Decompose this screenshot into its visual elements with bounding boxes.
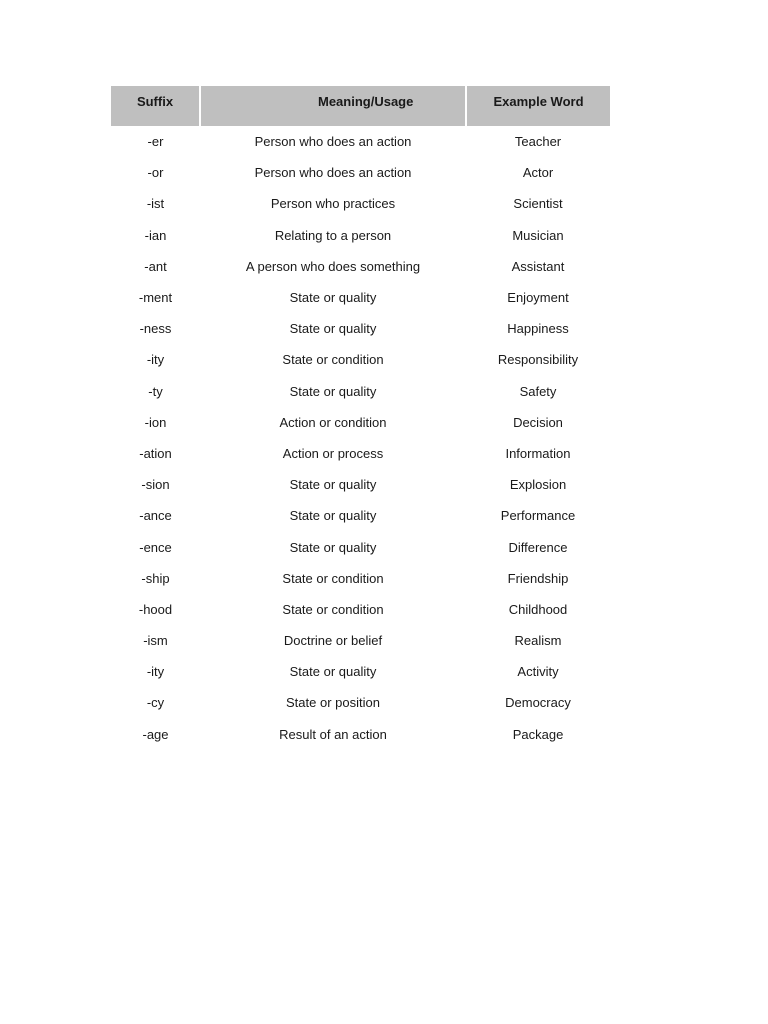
table-row: [111, 126, 610, 157]
example-word-cell: Responsibility: [497, 352, 579, 368]
example-word-cell: Package: [512, 726, 564, 742]
suffix-cell: -ant: [144, 258, 167, 274]
suffix-cell: -age: [142, 726, 169, 742]
meaning-cell: Person who does an action: [254, 165, 412, 181]
suffix-cell: -ion: [144, 414, 167, 430]
suffix-cell: -or: [147, 165, 164, 181]
example-word-cell: Friendship: [507, 570, 569, 586]
example-word-cell: Safety: [519, 383, 557, 399]
example-word-cell: Musician: [512, 227, 564, 243]
suffix-cell: -ty: [148, 383, 163, 399]
example-word-cell: Assistant: [511, 258, 565, 274]
suffix-cell: -hood: [138, 601, 173, 617]
suffix-cell: -ship: [141, 570, 170, 586]
suffix-cell: -cy: [146, 695, 165, 711]
table-row: [111, 719, 610, 750]
header-suffix: Suffix: [111, 86, 200, 126]
table-row: [111, 500, 610, 531]
suffix-cell: -er: [147, 134, 164, 150]
example-word-cell: Actor: [522, 165, 554, 181]
suffix-cell: -ity: [146, 664, 165, 680]
suffix-cell: -ness: [139, 321, 172, 337]
example-word-cell: Democracy: [505, 695, 571, 711]
meaning-cell: State or quality: [289, 664, 377, 680]
example-word-cell: Difference: [508, 539, 568, 555]
table-row: [111, 469, 610, 500]
meaning-cell: State or quality: [289, 539, 377, 555]
suffix-cell: -ist: [146, 196, 165, 212]
example-word-cell: Explosion: [509, 477, 567, 493]
meaning-cell: State or quality: [289, 290, 377, 306]
meaning-cell: Action or process: [282, 445, 384, 461]
table-header: [111, 86, 610, 126]
example-word-cell: Information: [505, 445, 571, 461]
table-row: [111, 282, 610, 313]
meaning-cell: A person who does something: [245, 258, 421, 274]
table-row: [111, 188, 610, 219]
example-word-cell: Performance: [500, 508, 576, 524]
meaning-cell: Result of an action: [279, 726, 387, 742]
meaning-cell: Relating to a person: [274, 227, 392, 243]
meaning-cell: State or condition: [282, 601, 384, 617]
meaning-cell: State or quality: [289, 321, 377, 337]
table-row: [111, 687, 610, 718]
example-word-cell: Teacher: [514, 134, 562, 150]
table-row: [111, 625, 610, 656]
meaning-cell: State or quality: [289, 383, 377, 399]
example-word-cell: Decision: [513, 414, 563, 430]
example-word-cell: Activity: [517, 664, 559, 680]
header-example-word: Example Word: [466, 86, 610, 126]
suffix-cell: -ance: [139, 508, 172, 524]
example-word-cell: Enjoyment: [507, 290, 569, 306]
table-row: [111, 407, 610, 438]
table-row: [111, 531, 610, 562]
suffix-cell: -ence: [139, 539, 172, 555]
table-row: [111, 376, 610, 407]
suffix-cell: -sion: [141, 477, 170, 493]
example-word-cell: Realism: [514, 633, 562, 649]
example-word-cell: Scientist: [513, 196, 563, 212]
suffix-cell: -ian: [144, 227, 167, 243]
table-row: [111, 157, 610, 188]
table-row: [111, 594, 610, 625]
suffix-cell: -ity: [146, 352, 165, 368]
table-row: [111, 251, 610, 282]
suffix-cell: -ment: [138, 290, 173, 306]
table-row: [111, 220, 610, 251]
suffix-cell: -ism: [143, 633, 168, 649]
suffix-table: [111, 86, 610, 750]
meaning-cell: State or condition: [282, 570, 384, 586]
example-word-cell: Childhood: [508, 601, 568, 617]
meaning-cell: State or quality: [289, 508, 377, 524]
meaning-cell: Action or condition: [279, 414, 387, 430]
table-row: [111, 438, 610, 469]
table-row: [111, 313, 610, 344]
meaning-cell: Person who does an action: [254, 134, 412, 150]
meaning-cell: Doctrine or belief: [283, 633, 383, 649]
meaning-cell: State or quality: [289, 477, 377, 493]
meaning-cell: State or condition: [282, 352, 384, 368]
header-meaning-usage: Meaning/Usage: [200, 86, 466, 126]
table-row: [111, 563, 610, 594]
meaning-cell: Person who practices: [270, 196, 396, 212]
table-row: [111, 656, 610, 687]
example-word-cell: Happiness: [507, 321, 569, 337]
suffix-cell: -ation: [139, 445, 172, 461]
table-row: [111, 344, 610, 375]
header-row: [111, 86, 610, 126]
meaning-cell: State or position: [286, 695, 380, 711]
table-body: [111, 126, 610, 750]
